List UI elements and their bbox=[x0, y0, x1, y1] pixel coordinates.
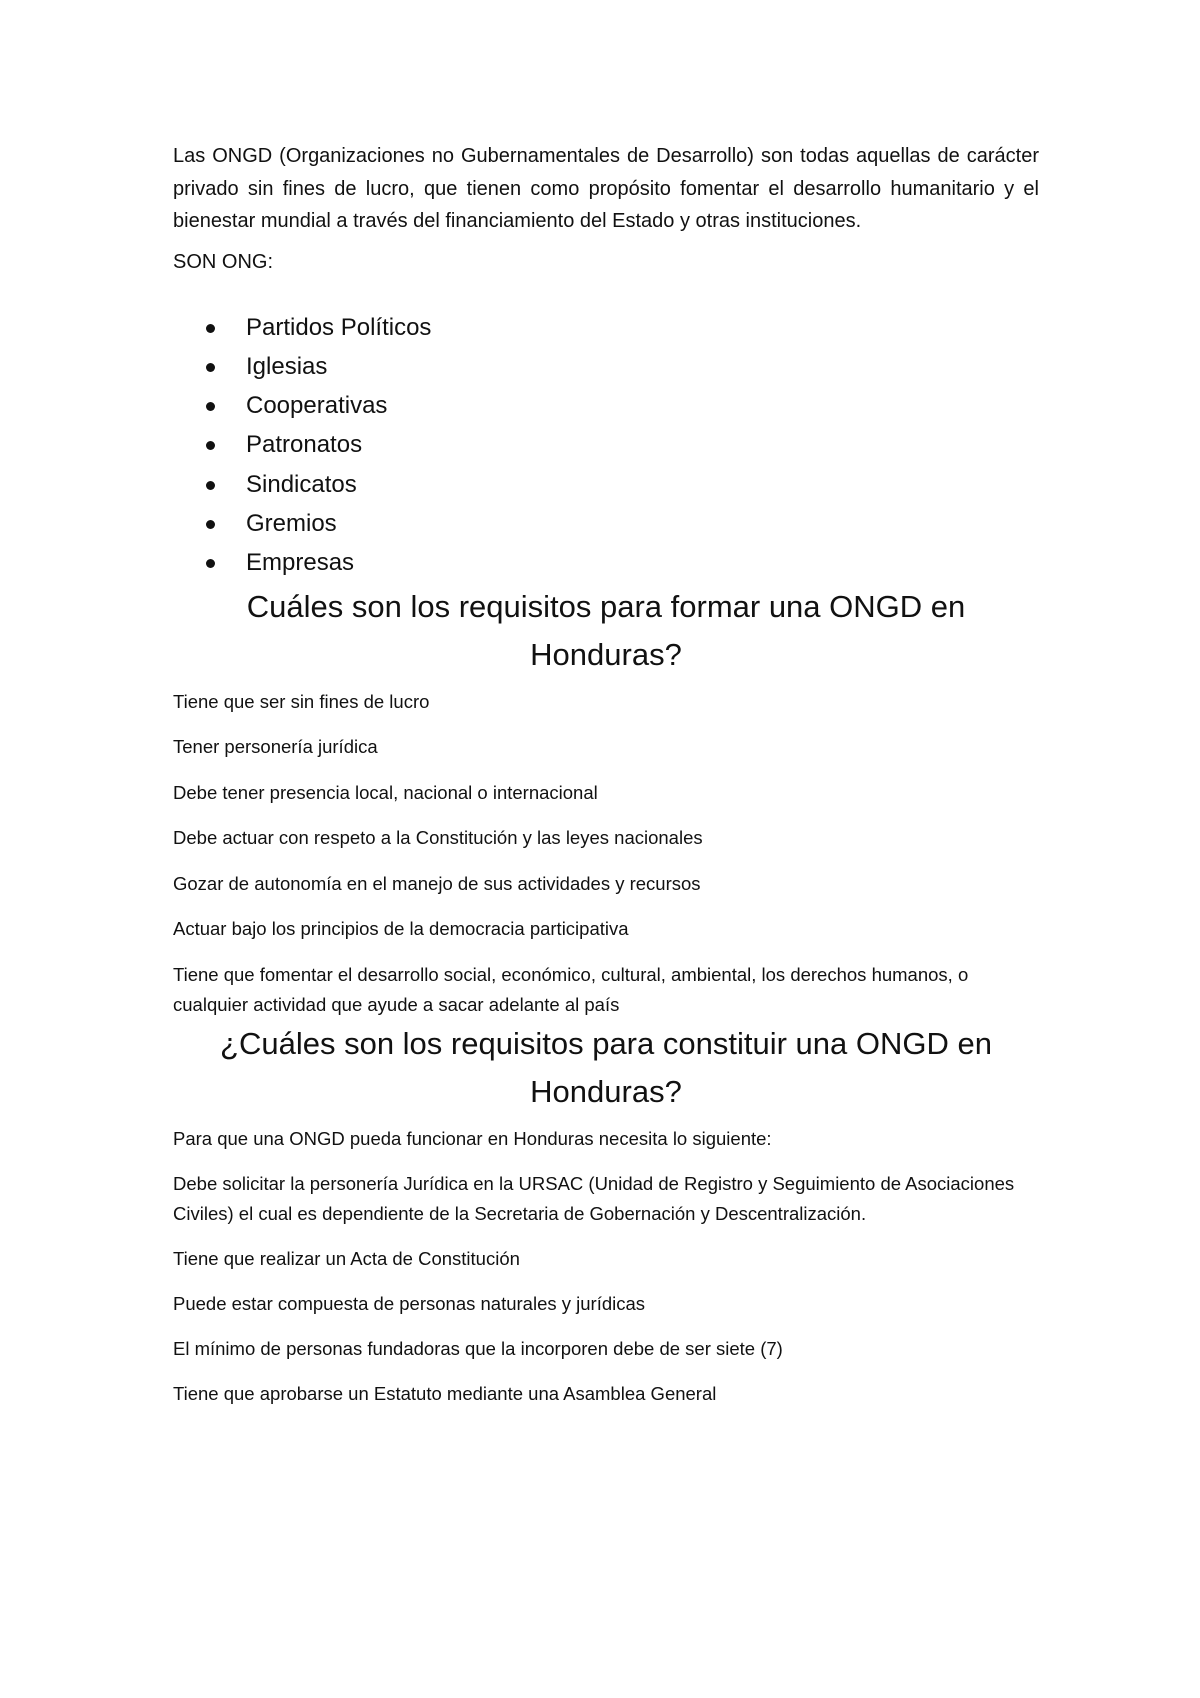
bullet-icon bbox=[206, 402, 215, 411]
list-item: Gozar de autonomía en el manejo de sus actividades y recursos bbox=[173, 872, 701, 894]
list-item: Tiene que ser sin fines de lucro bbox=[173, 690, 430, 712]
list-item-text: Cooperativas bbox=[246, 392, 388, 420]
list-item bbox=[173, 425, 1039, 464]
list-item: Tiene que aprobarse un Estatuto mediante una Asamblea General bbox=[173, 1382, 717, 1404]
son-ong-label: SON ONG: bbox=[173, 250, 274, 273]
requisitos-formar-list bbox=[173, 687, 1039, 1020]
list-item: Debe actuar con respeto a la Constitución y las leyes nacionales bbox=[173, 827, 703, 849]
list-item: El mínimo de personas fundadoras que la incorporen debe de ser siete (7) bbox=[173, 1337, 783, 1359]
list-item bbox=[173, 308, 1039, 347]
bullet-icon bbox=[206, 441, 215, 450]
list-item-text: Sindicatos bbox=[246, 470, 357, 498]
list-item: Puede estar compuesta de personas naturales y jurídicas bbox=[173, 1292, 646, 1314]
list-item: Debe tener presencia local, nacional o internacional bbox=[173, 781, 598, 803]
son-ong-list bbox=[173, 308, 1039, 583]
list-item-text: Partidos Políticos bbox=[246, 313, 432, 341]
list-item: Tener personería jurídica bbox=[173, 736, 378, 758]
list-item bbox=[173, 504, 1039, 543]
document-page bbox=[173, 140, 1039, 1409]
heading-formar: Cuáles son los requisitos para formar una ONGD en Honduras? bbox=[246, 588, 966, 672]
bullet-icon bbox=[206, 324, 215, 333]
bullet-icon bbox=[206, 520, 215, 529]
list-item-text: Gremios bbox=[246, 509, 337, 537]
list-item-text: Patronatos bbox=[246, 431, 363, 459]
list-item bbox=[173, 465, 1039, 504]
list-item: Tiene que realizar un Acta de Constitución bbox=[173, 1247, 520, 1269]
list-item: Actuar bajo los principios de la democracia participativa bbox=[173, 918, 629, 940]
list-item bbox=[173, 386, 1039, 425]
bullet-icon bbox=[206, 481, 215, 490]
list-item: Para que una ONGD pueda funcionar en Honduras necesita lo siguiente: bbox=[173, 1127, 772, 1149]
list-item bbox=[173, 347, 1039, 386]
list-item: Debe solicitar la personería Jurídica en la URSAC (Unidad de Registro y Seguimiento de Asociaciones Civiles) el cual es dependiente de la Secretaria de Gobernación y Descentralización. bbox=[173, 1172, 1015, 1224]
bullet-icon bbox=[206, 559, 215, 568]
heading-constituir: ¿Cuáles son los requisitos para constituir una ONGD en Honduras? bbox=[220, 1025, 992, 1109]
list-item-text: Empresas bbox=[246, 549, 355, 577]
list-item-text: Iglesias bbox=[246, 352, 328, 380]
list-item: Tiene que fomentar el desarrollo social, económico, cultural, ambiental, los derechos humanos, o cualquier actividad que ayude a sacar adelante al país bbox=[173, 963, 969, 1015]
bullet-icon bbox=[206, 363, 215, 372]
list-item bbox=[173, 543, 1039, 582]
intro-paragraph: Las ONGD (Organizaciones no Gubernamentales de Desarrollo) son todas aquellas de carácter privado sin fines de lucro, que tienen como propósito fomentar el desarrollo humanitario y el bienestar mundial a través del financiamiento del Estado y otras instituciones. bbox=[173, 145, 1039, 232]
requisitos-constituir-list bbox=[173, 1124, 1039, 1409]
